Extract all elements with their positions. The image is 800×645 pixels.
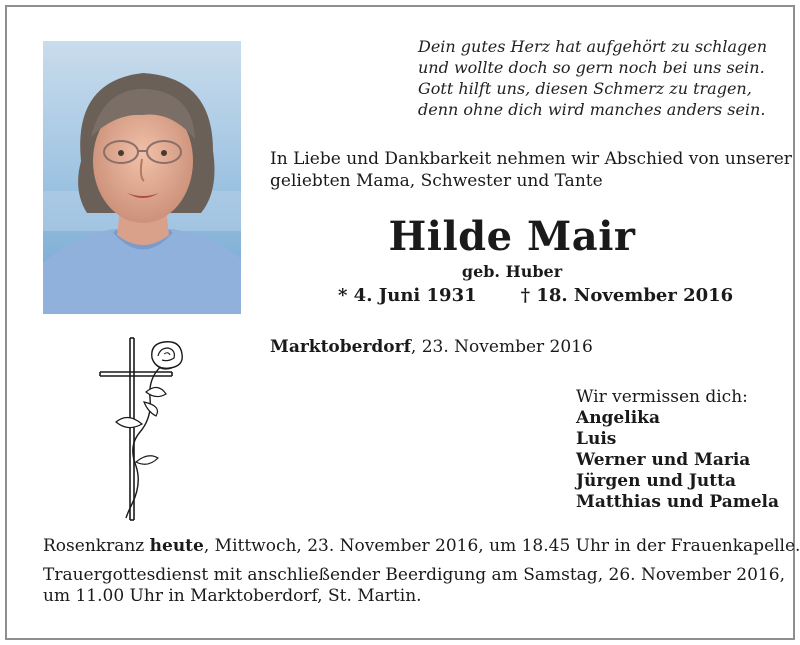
deceased-name: Hilde Mair xyxy=(388,213,636,260)
mourner-name: Jürgen und Jutta xyxy=(576,471,736,491)
intro-line: In Liebe und Dankbarkeit nehmen wir Abschied von unserer xyxy=(270,149,792,169)
mourner-name: Angelika xyxy=(576,408,660,428)
portrait-photo xyxy=(43,41,241,314)
place-and-date xyxy=(270,336,593,358)
notice-date: , 23. November 2016 xyxy=(410,337,593,357)
poem-line: und wollte doch so gern noch bei uns sein. xyxy=(418,58,765,77)
poem-line: Dein gutes Herz hat aufgehört zu schlagen xyxy=(418,37,768,56)
rosary-today: heute xyxy=(149,536,204,556)
cross-with-rose-icon xyxy=(96,336,192,526)
death-date: † 18. November 2016 xyxy=(520,285,734,306)
rosary-notice xyxy=(43,535,800,557)
mourners-list xyxy=(576,387,780,513)
maiden-name: geb. Huber xyxy=(461,262,563,281)
funeral-line: Trauergottesdienst mit anschließender Beerdigung am Samstag, 26. November 2016, xyxy=(43,565,785,585)
mourner-name: Luis xyxy=(576,429,617,449)
birth-date: * 4. Juni 1931 xyxy=(338,285,477,306)
rosary-text-end: , Mittwoch, 23. November 2016, um 18.45 Uhr in der Frauenkapelle. xyxy=(203,536,800,556)
memorial-poem xyxy=(418,36,768,120)
intro-line: geliebten Mama, Schwester und Tante xyxy=(270,171,603,191)
mourners-heading: Wir vermissen dich: xyxy=(576,387,748,407)
intro-text xyxy=(270,148,792,192)
mourner-name: Werner und Maria xyxy=(576,450,751,470)
life-dates xyxy=(338,285,738,307)
poem-line: denn ohne dich wird manches anders sein. xyxy=(418,100,766,119)
funeral-line: um 11.00 Uhr in Marktoberdorf, St. Martin. xyxy=(43,586,422,606)
poem-line: Gott hilft uns, diesen Schmerz zu tragen, xyxy=(418,79,752,98)
funeral-notice xyxy=(43,565,785,607)
place-name: Marktoberdorf xyxy=(270,337,411,357)
mourner-name: Matthias und Pamela xyxy=(576,492,780,512)
rosary-text-start: Rosenkranz xyxy=(43,536,150,556)
